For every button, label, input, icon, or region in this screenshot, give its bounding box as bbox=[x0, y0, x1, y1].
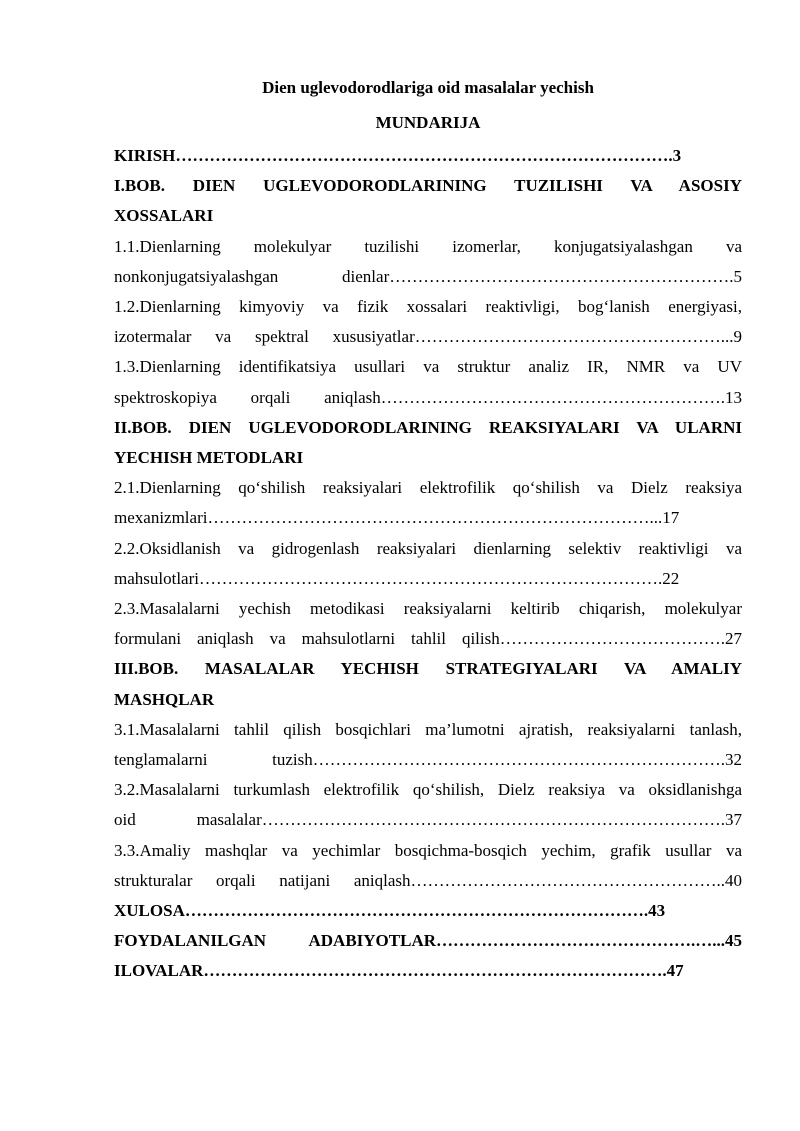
toc-entry-line: izotermalar va spektral xususiyatlar………………………………………………...9 bbox=[114, 327, 742, 347]
toc-entry-line: spektroskopiya orqali aniqlash…………………………………………………….13 bbox=[114, 387, 742, 407]
toc-entry-line: 1.3.Dienlarning identifikatsiya usullari va struktur analiz IR, NMR va UV bbox=[114, 357, 742, 377]
table-of-contents bbox=[114, 141, 742, 987]
toc-entry-line: YECHISH METODLARI bbox=[114, 448, 304, 468]
toc-entry-line: tenglamalarni tuzish……………………………………………………………….32 bbox=[114, 750, 742, 770]
toc-entry-line: 3.3.Amaliy mashqlar va yechimlar bosqichma-bosqich yechim, grafik usullar va bbox=[114, 840, 742, 860]
toc-entry-line: 2.1.Dienlarning qo‘shilish reaksiyalari elektrofilik qo‘shilish va Dielz reaksiya bbox=[114, 478, 742, 498]
document-page bbox=[114, 76, 742, 987]
toc-entry[interactable] bbox=[114, 473, 742, 533]
toc-entry[interactable] bbox=[114, 232, 742, 292]
toc-entry-line: mexanizmlari……………………………………………………………………...17 bbox=[114, 508, 680, 528]
toc-entry-line: nonkonjugatsiyalashgan dienlar…………………………………………………….5 bbox=[114, 266, 742, 286]
toc-entry-line: ILOVALAR……………………………………………………………………….47 bbox=[114, 961, 684, 981]
toc-entry[interactable] bbox=[114, 775, 742, 835]
toc-entry-line: XOSSALARI bbox=[114, 206, 214, 226]
toc-entry[interactable] bbox=[114, 896, 742, 926]
toc-entry-line: 2.3.Masalalarni yechish metodikasi reaksiyalarni keltirib chiqarish, molekulyar bbox=[114, 599, 742, 619]
toc-entry[interactable] bbox=[114, 534, 742, 594]
toc-entry-line: FOYDALANILGAN ADABIYOTLAR……………………………………….…...45 bbox=[114, 931, 742, 951]
toc-entry-line: KIRISH…………………………………………………………………………….3 bbox=[114, 146, 682, 165]
toc-entry[interactable] bbox=[114, 926, 742, 956]
toc-entry-line: II.BOB. DIEN UGLEVODORODLARINING REAKSIYALARI VA ULARNI bbox=[114, 417, 742, 437]
toc-entry-line: MASHQLAR bbox=[114, 689, 215, 709]
toc-entry[interactable] bbox=[114, 956, 742, 986]
toc-entry-line: I.BOB. DIEN UGLEVODORODLARINING TUZILISHI VA ASOSIY bbox=[114, 176, 742, 196]
toc-heading: MUNDARIJA bbox=[375, 113, 481, 132]
toc-entry[interactable] bbox=[114, 292, 742, 352]
toc-entry[interactable] bbox=[114, 594, 742, 654]
toc-entry-line: 1.1.Dienlarning molekulyar tuzilishi izomerlar, konjugatsiyalashgan va bbox=[114, 236, 742, 256]
toc-entry[interactable] bbox=[114, 141, 742, 171]
toc-entry-line: XULOSA……………………………………………………………………….43 bbox=[114, 901, 666, 921]
toc-entry[interactable] bbox=[114, 654, 742, 714]
toc-entry-line: 3.1.Masalalarni tahlil qilish bosqichlari ma’lumotni ajratish, reaksiyalarni tanlash, bbox=[114, 719, 742, 739]
toc-entry-line: oid masalalar……………………………………………………………………….37 bbox=[114, 810, 742, 830]
toc-entry[interactable] bbox=[114, 352, 742, 412]
toc-entry-line: 1.2.Dienlarning kimyoviy va fizik xossalari reaktivligi, bog‘lanish energiyasi, bbox=[114, 297, 742, 317]
toc-entry[interactable] bbox=[114, 836, 742, 896]
toc-entry-line: formulani aniqlash va mahsulotlarni tahlil qilish………………………………….27 bbox=[114, 629, 742, 649]
document-title: Dien uglevodorodlariga oid masalalar yechish bbox=[262, 78, 594, 97]
toc-entry-line: mahsulotlari……………………………………………………………………….22 bbox=[114, 568, 680, 588]
toc-entry-line: 3.2.Masalalarni turkumlash elektrofilik qo‘shilish, Dielz reaksiya va oksidlanishga bbox=[114, 780, 742, 800]
toc-entry-line: 2.2.Oksidlanish va gidrogenlash reaksiyalari dienlarning selektiv reaktivligi va bbox=[114, 538, 742, 558]
toc-entry[interactable] bbox=[114, 171, 742, 231]
toc-entry[interactable] bbox=[114, 413, 742, 473]
toc-entry-line: III.BOB. MASALALAR YECHISH STRATEGIYALARI VA AMALIY bbox=[114, 659, 742, 679]
toc-entry-line: strukturalar orqali natijani aniqlash………………………………………………..40 bbox=[114, 870, 742, 890]
toc-entry[interactable] bbox=[114, 715, 742, 775]
